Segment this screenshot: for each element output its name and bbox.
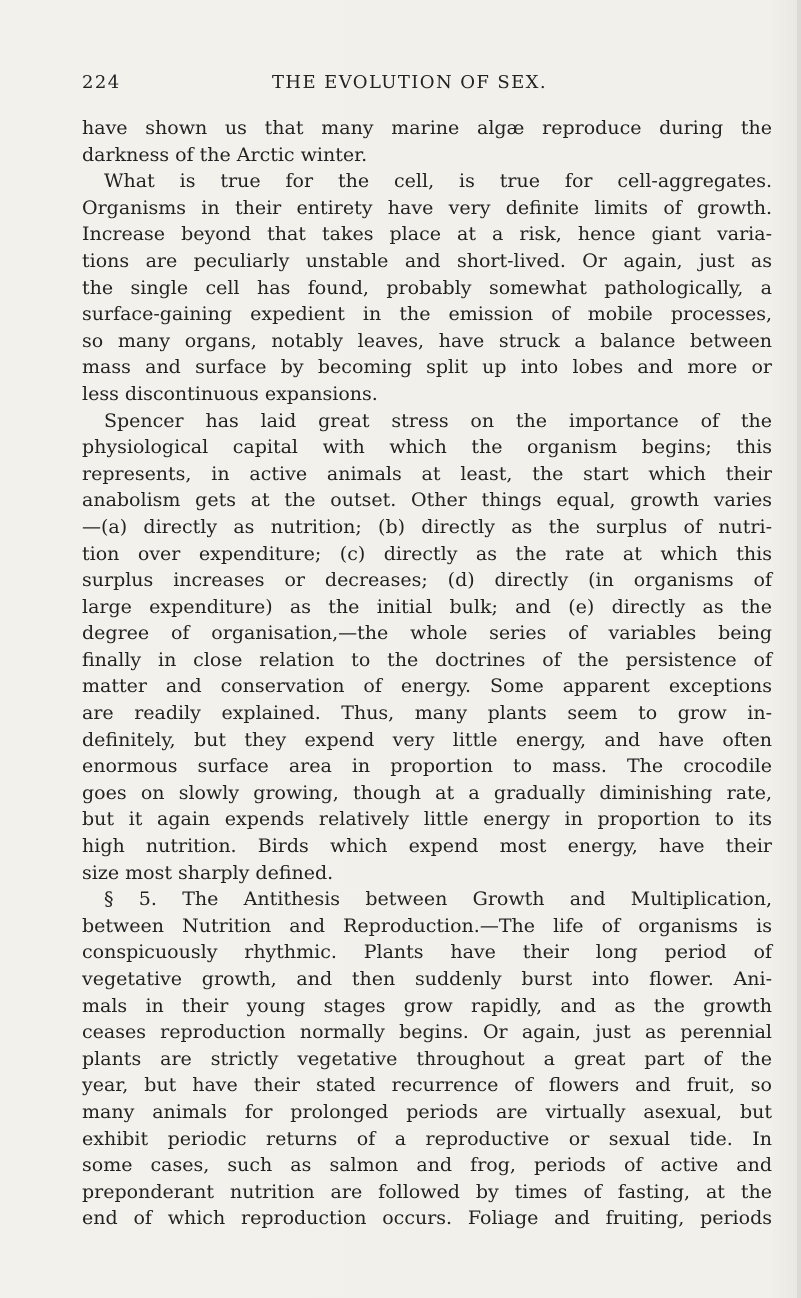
text-line: but it again expends relatively little energy in proportion to its [82, 808, 772, 831]
text-line: ceases reproduction normally begins. Or again, just as perennial [82, 1021, 772, 1044]
text-line: mass and surface by becoming split up into lobes and more or [82, 356, 772, 379]
text-line: surplus increases or decreases; (d) directly (in organisms of [82, 569, 772, 592]
text-line: have shown us that many marine algæ reproduce during the [82, 117, 772, 139]
text-line: Spencer has laid great stress on the importance of the [104, 409, 772, 432]
text-line: represents, in active animals at least, the start which their [82, 462, 772, 485]
text-line: tion over expenditure; (c) directly as the rate at which this [82, 542, 772, 565]
text-line: size most sharply defined. [82, 861, 334, 884]
text-line: so many organs, notably leaves, have struck a balance between [82, 329, 772, 352]
text-line: conspicuously rhythmic. Plants have their long period of [82, 941, 772, 964]
text-line: matter and conservation of energy. Some apparent exceptions [82, 675, 772, 698]
section-heading-line: between Nutrition and Reproduction.—The life of organisms is [82, 914, 772, 937]
text-line: degree of organisation,—the whole series of variables being [82, 622, 772, 645]
text-line: enormous surface area in proportion to mass. The crocodile [82, 755, 772, 778]
page-header [82, 72, 772, 98]
text-line: anabolism gets at the outset. Other things equal, growth varies [82, 489, 772, 512]
text-line: large expenditure) as the initial bulk; and (e) directly as the [82, 595, 772, 618]
text-line: plants are strictly vegetative throughout a great part of the [82, 1047, 772, 1070]
text-line: less discontinuous expansions. [82, 382, 378, 405]
text-line: exhibit periodic returns of a reproductive or sexual tide. In [82, 1127, 772, 1150]
text-line: physiological capital with which the organism begins; this [82, 436, 772, 459]
text-line: many animals for prolonged periods are virtually asexual, but [82, 1100, 772, 1123]
text-line: goes on slowly growing, though at a gradually diminishing rate, [82, 781, 772, 804]
text-line: the single cell has found, probably somewhat pathologically, a [82, 276, 772, 299]
text-line: year, but have their stated recurrence of flowers and fruit, so [82, 1074, 772, 1097]
text-line: Increase beyond that takes place at a risk, hence giant varia- [82, 223, 772, 246]
text-line: Organisms in their entirety have very definite limits of growth. [82, 196, 772, 219]
running-head: THE EVOLUTION OF SEX. [272, 72, 548, 93]
text-line: vegetative growth, and then suddenly burst into flower. Ani- [82, 968, 772, 990]
body-text [82, 115, 772, 1232]
text-line: darkness of the Arctic winter. [82, 143, 368, 166]
page-edge [797, 0, 801, 1298]
text-line: tions are peculiarly unstable and short-lived. Or again, just as [82, 249, 772, 272]
text-line: finally in close relation to the doctrines of the persistence of [82, 648, 772, 671]
text-line: are readily explained. Thus, many plants seem to grow in- [82, 702, 772, 725]
text-line: mals in their young stages grow rapidly, and as the growth [82, 994, 772, 1017]
text-line: —(a) directly as nutrition; (b) directly as the surplus of nutri- [82, 515, 772, 538]
text-line: high nutrition. Birds which expend most energy, have their [82, 835, 772, 858]
text-line: some cases, such as salmon and frog, periods of active and [82, 1154, 772, 1177]
text-line: What is true for the cell, is true for cell-aggregates. [104, 170, 772, 193]
text-line: definitely, but they expend very little energy, and have often [82, 728, 772, 751]
text-line: surface-gaining expedient in the emission of mobile processes, [82, 303, 772, 326]
text-line: preponderant nutrition are followed by times of fasting, at the [82, 1180, 772, 1203]
text-line: end of which reproduction occurs. Foliage and fruiting, periods [82, 1207, 772, 1230]
page-number: 224 [82, 72, 121, 93]
section-heading-line: § 5. The Antithesis between Growth and Multiplication, [104, 888, 772, 911]
